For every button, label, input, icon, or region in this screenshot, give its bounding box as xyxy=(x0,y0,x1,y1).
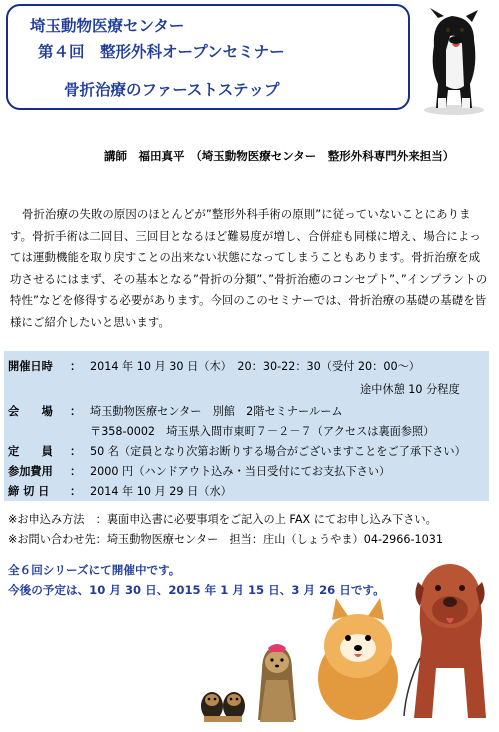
date-value: 2014 年 10 月 30 日（木） 20：30-22：30（受付 20：00～） xyxy=(90,360,420,373)
topic-title: 骨折治療のファーストステップ xyxy=(64,81,280,99)
intro-paragraph: 骨折治療の失敗の原因のほとんどが”整形外科手術の原則”に従っていないことにあります。骨折手術は二回目、三回目となるほど難易度が増し、合併症も同様に増え、場合によっては運動機能を取り戻すことの出来ない状態になってしまうこともあります。骨折治療を成功させるにはまず、その基本となる”骨折の分類”、”骨折治癒のコンセプト”、”インプラントの特性”などを修得する必要があります。今回のこのセミナーでは、骨折治療の基礎の基礎を皆様にご紹介したいと思います。 xyxy=(10,207,488,329)
fee-row: 参加費用 ： 2000 円（ハンドアウト込み・当日受付にてお支払下さい） xyxy=(8,465,391,478)
lecturer-line: 講師 福田真平 （埼玉動物医療センター 整形外科専門外来担当） xyxy=(104,149,455,163)
fee-value: 2000 円（ハンドアウト込み・当日受付にてお支払下さい） xyxy=(90,465,391,478)
seminar-title: 第４回 整形外科オープンセミナー xyxy=(38,43,285,61)
yorkie-puppies-image xyxy=(198,680,248,724)
deadline-label: 締 切 日 xyxy=(8,485,50,498)
capacity-label: 定 員 xyxy=(8,445,53,458)
venue-label: 会 場 xyxy=(8,405,53,418)
break-note: 途中休憩 10 分程度 xyxy=(360,383,460,396)
capacity-row: 定 員 ： 50 名（定員となり次第お断りする場合がございますことをご了承下さい） xyxy=(8,445,466,458)
border-collie-image xyxy=(412,6,496,118)
venue-value: 埼玉動物医療センター 別館 2階セミナールーム xyxy=(90,405,343,418)
venue-address: 〒358-0002 埼玉県入間市東町７－２－７（アクセスは裏面参照） xyxy=(90,425,435,438)
dogue-de-bordeaux-image xyxy=(402,548,496,724)
event-details-box xyxy=(4,351,489,501)
apply-note: ※お申込み方法 ：裏面申込書に必要事項をご記入の上 FAX にてお申し込み下さい。 xyxy=(8,513,437,526)
date-row: 開催日時 ： 2014 年 10 月 30 日（木） 20：30-22：30（受付 20：00～） xyxy=(8,360,420,373)
contact-note: ※お問い合わせ先：埼玉動物医療センター 担当：庄山（しょうやま）04-2966-1031 xyxy=(8,533,443,546)
organization-title: 埼玉動物医療センター xyxy=(30,17,185,35)
deadline-value: 2014 年 10 月 29 日（水） xyxy=(90,485,232,498)
fee-label: 参加費用 xyxy=(8,465,53,478)
venue-row: 会 場 ： 埼玉動物医療センター 別館 2階セミナールーム xyxy=(8,405,343,418)
series-line-2: 今後の予定は、10 月 30 日、2015 年 1 月 15 日、3 月 26 日です。 xyxy=(8,583,385,597)
capacity-value: 50 名（定員となり次第お断りする場合がございますことをご了承下さい） xyxy=(90,445,466,458)
series-line-1: 全６回シリーズにて開催中です。 xyxy=(8,563,181,577)
date-label: 開催日時 xyxy=(8,360,53,373)
deadline-row: 締 切 日 ： 2014 年 10 月 29 日（水） xyxy=(8,485,232,498)
pomeranian-image xyxy=(312,592,404,724)
yorkshire-terrier-image xyxy=(254,640,300,724)
